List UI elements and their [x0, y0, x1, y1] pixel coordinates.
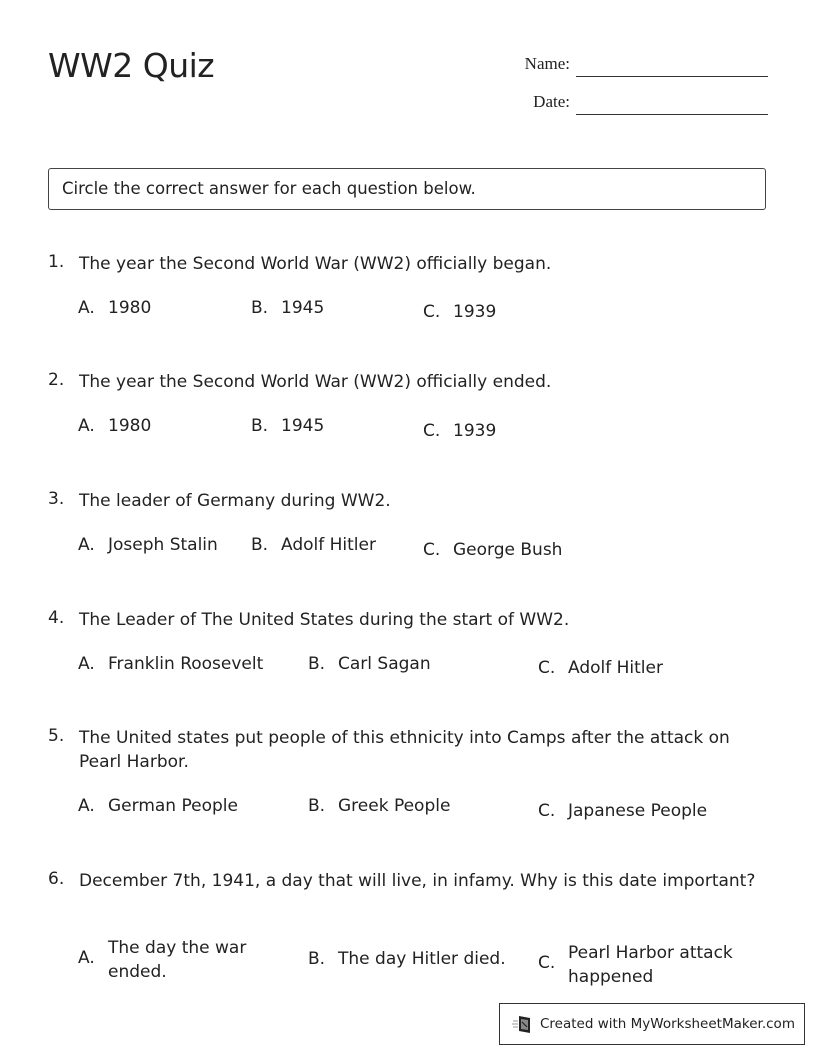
option-text: Carl Sagan — [338, 654, 431, 674]
date-input-line[interactable] — [576, 114, 768, 115]
question-text: The leader of Germany during WW2. — [79, 491, 391, 511]
option-letter: A. — [78, 298, 95, 318]
option-text: 1980 — [108, 298, 152, 318]
option-text: 1945 — [281, 298, 325, 318]
option-letter: C. — [423, 421, 441, 441]
question-text: The Leader of The United States during the start of WW2. — [79, 610, 570, 630]
footer-text: Created with MyWorksheetMaker.com — [540, 1016, 795, 1032]
option-letter: C. — [423, 540, 441, 560]
option-text: The day the war ended. — [108, 938, 247, 982]
name-input-line[interactable] — [576, 76, 768, 77]
question-number: 3. — [48, 489, 65, 509]
option-letter: A. — [78, 948, 95, 968]
question-text: The year the Second World War (WW2) officially began. — [79, 254, 552, 274]
option-letter: B. — [251, 416, 269, 436]
question-number: 5. — [48, 726, 65, 746]
page-title: WW2 Quiz — [48, 46, 215, 85]
option-text: 1939 — [453, 302, 497, 322]
option-text: Joseph Stalin — [108, 535, 218, 555]
option-text: Pearl Harbor attack happened — [568, 943, 733, 987]
option-letter: B. — [251, 298, 269, 318]
option-letter: C. — [538, 953, 556, 973]
option-letter: C. — [423, 302, 441, 322]
question-text: The United states put people of this ethnicity into Camps after the attack on Pearl Harbor. — [79, 728, 730, 772]
worksheet-maker-logo-icon — [512, 1013, 534, 1035]
option-letter: B. — [251, 535, 269, 555]
option-text: The day Hitler died. — [338, 949, 506, 969]
option-letter: C. — [538, 801, 556, 821]
date-label: Date: — [533, 92, 570, 111]
option-letter: B. — [308, 949, 326, 969]
instructions-box: Circle the correct answer for each question below. — [48, 168, 766, 210]
option-letter: B. — [308, 654, 326, 674]
option-letter: B. — [308, 796, 326, 816]
option-text: Adolf Hitler — [568, 658, 663, 678]
option-text: 1939 — [453, 421, 497, 441]
question-number: 2. — [48, 370, 65, 390]
question-text: The year the Second World War (WW2) officially ended. — [79, 372, 552, 392]
name-label: Name: — [524, 54, 570, 73]
footer-badge[interactable] — [499, 1003, 805, 1045]
option-text: Franklin Roosevelt — [108, 654, 264, 674]
name-field-label-wrap — [470, 54, 570, 78]
option-text: Japanese People — [568, 801, 708, 821]
question-text: December 7th, 1941, a day that will live, in infamy. Why is this date important? — [79, 871, 756, 891]
option-text: Greek People — [338, 796, 451, 816]
date-field-label-wrap — [470, 92, 570, 116]
option-letter: A. — [78, 654, 95, 674]
option-text: Adolf Hitler — [281, 535, 376, 555]
option-letter: A. — [78, 796, 95, 816]
option-text: 1980 — [108, 416, 152, 436]
question-number: 6. — [48, 869, 65, 889]
option-text: George Bush — [453, 540, 563, 560]
option-text: German People — [108, 796, 238, 816]
option-text: 1945 — [281, 416, 325, 436]
option-letter: A. — [78, 416, 95, 436]
question-number: 4. — [48, 608, 65, 628]
question-number: 1. — [48, 252, 65, 272]
option-letter: C. — [538, 658, 556, 678]
option-letter: A. — [78, 535, 95, 555]
